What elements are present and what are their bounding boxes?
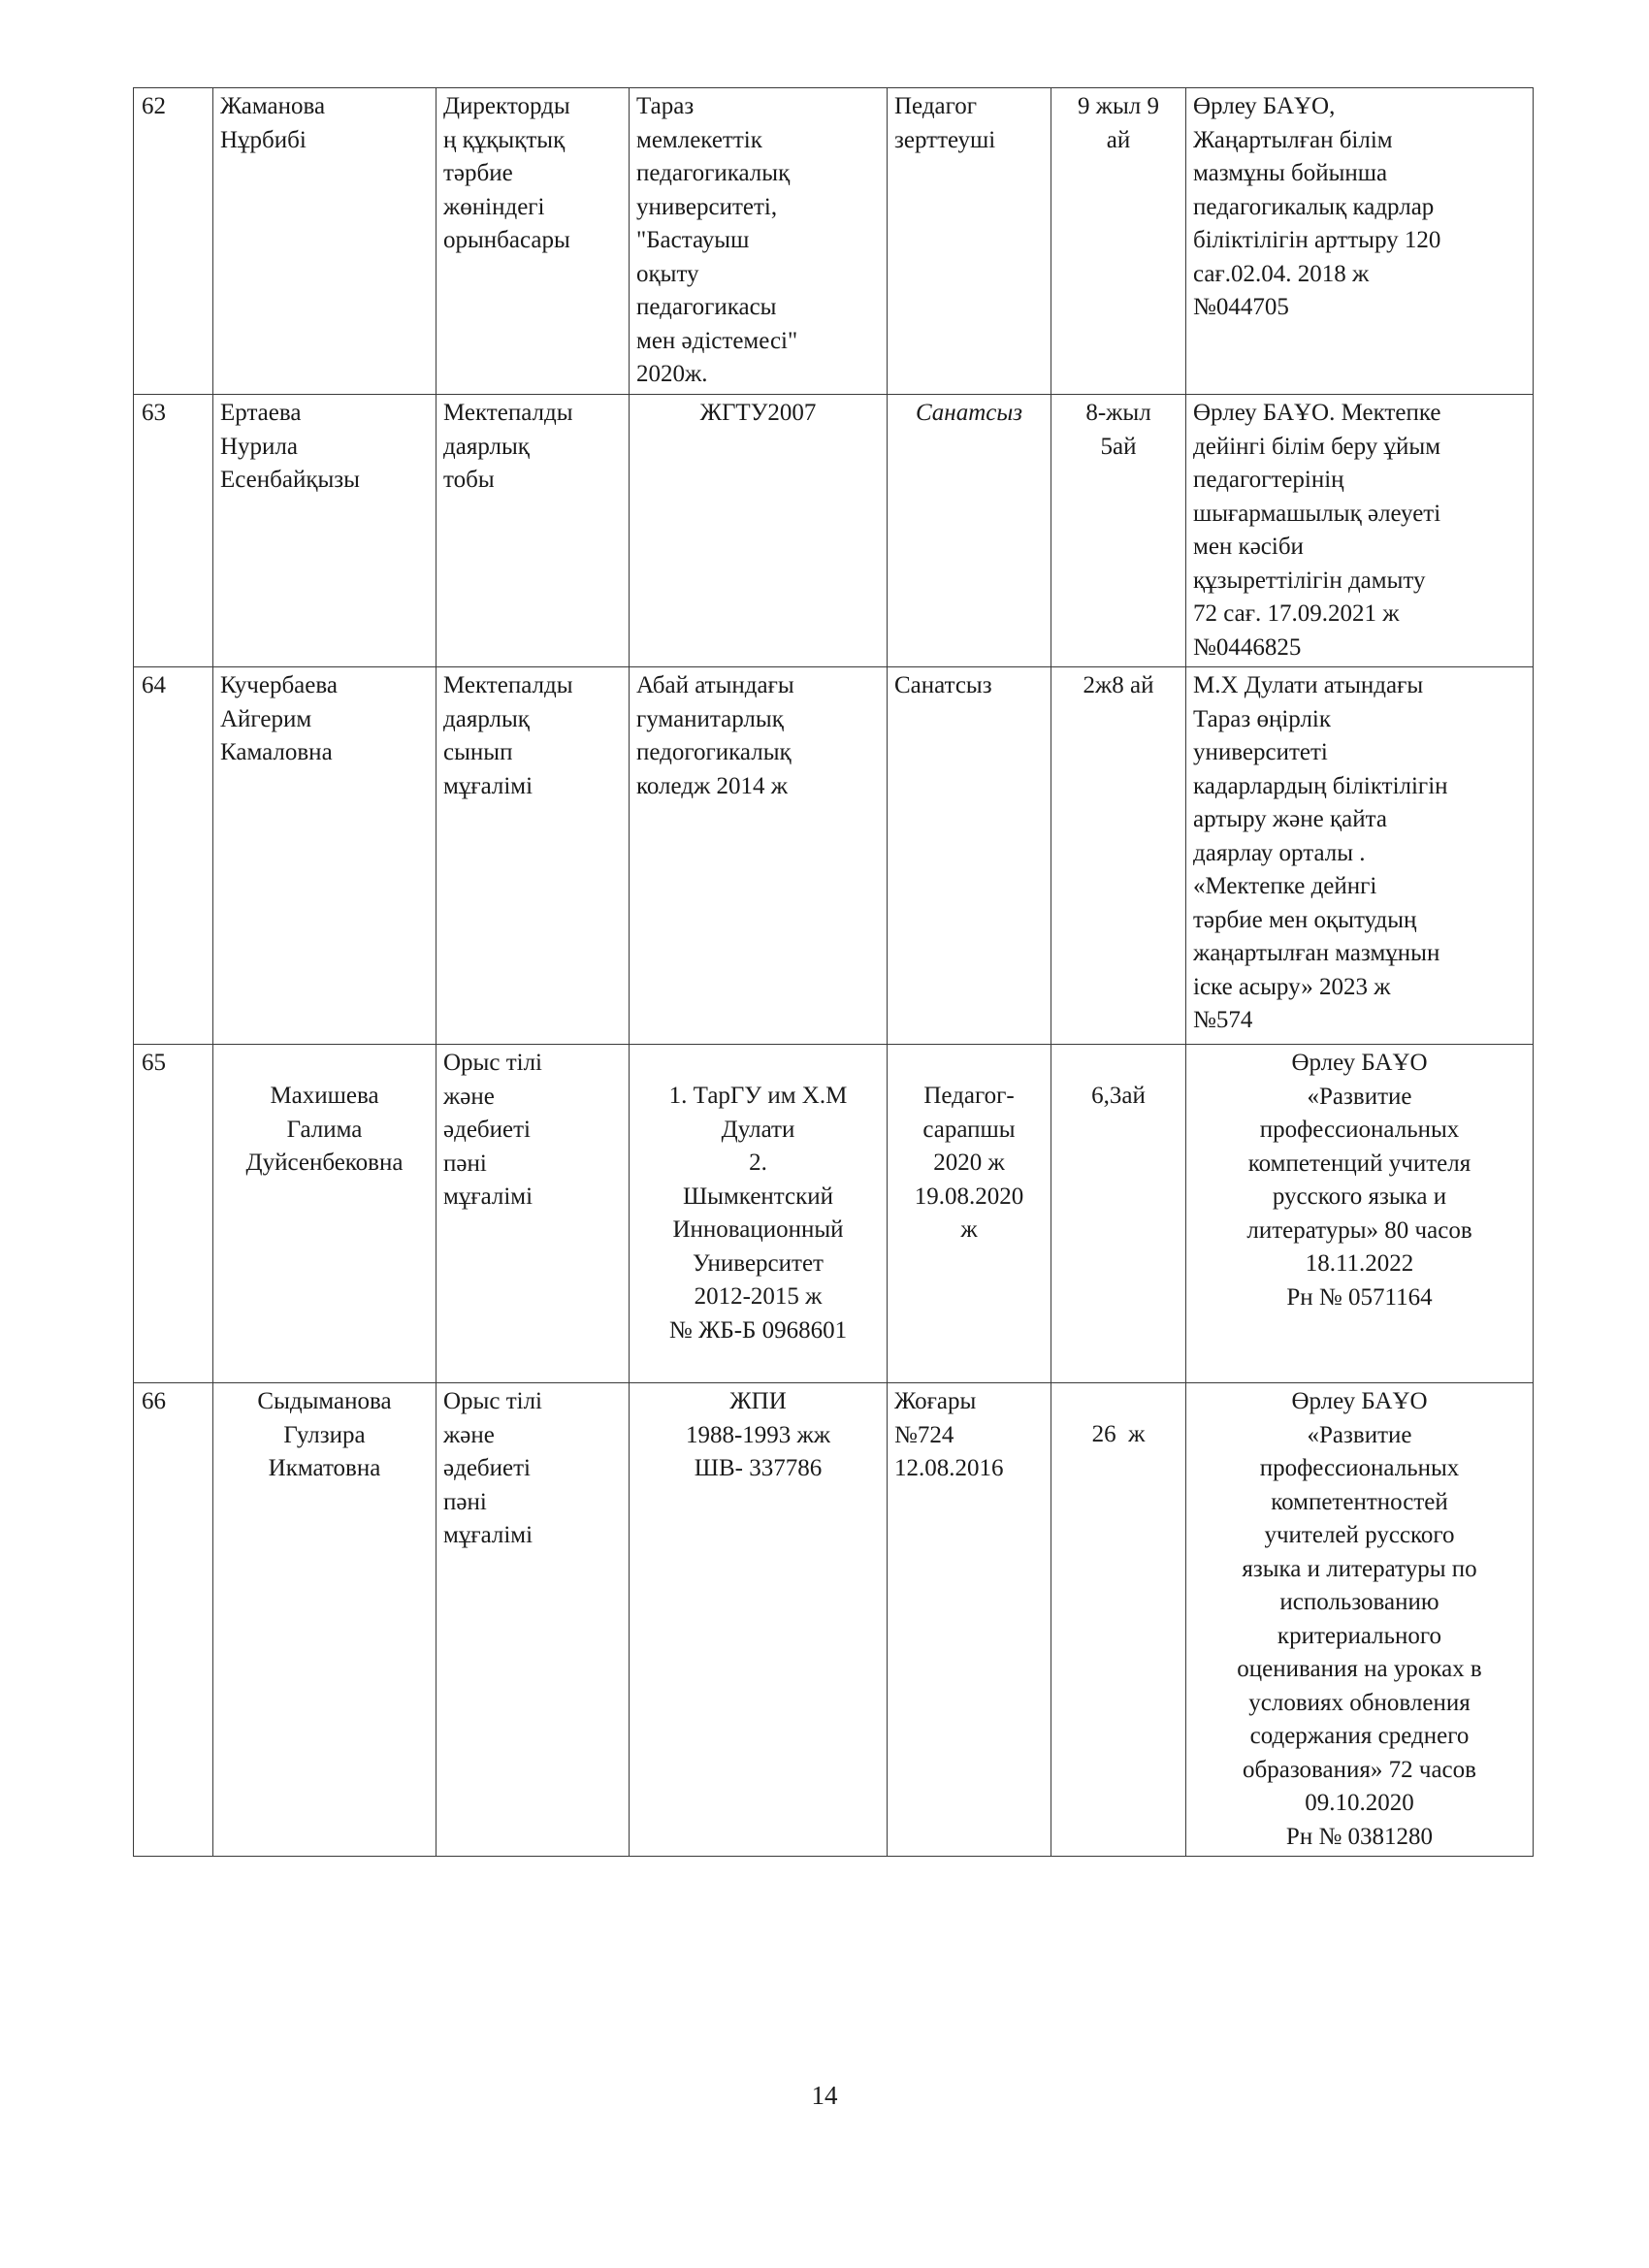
name-line: Икматовна [268, 1455, 381, 1481]
education-line: университеті, [636, 193, 778, 220]
category-line: Педагог [894, 93, 978, 119]
category-line: 2020 ж [933, 1150, 1005, 1176]
education-line: Абай атындағы [636, 672, 794, 698]
position-line: және [443, 1421, 495, 1448]
spacer [1058, 1047, 1179, 1080]
education-line: Тараз [636, 93, 695, 119]
education-line: № ЖБ-Б 0968601 [668, 1316, 848, 1344]
courses-cell [1186, 1383, 1534, 1857]
table-row [134, 88, 1534, 395]
name-line: Сыдыманова [257, 1388, 392, 1414]
name-line: Махишева [270, 1083, 379, 1109]
courses-line: №0446825 [1193, 633, 1302, 661]
courses-line: Рн № 0571164 [1286, 1283, 1433, 1311]
courses-line: кадарлардың біліктілігін [1193, 772, 1448, 799]
spacer [220, 1047, 429, 1080]
courses-line: дейінгі білім беру ұйым [1193, 433, 1441, 460]
courses-line: профессиональных [1259, 1117, 1460, 1143]
position-line: Мектепалды [443, 400, 573, 426]
staff-table [133, 87, 1534, 1857]
courses-line: оценивания на уроках в [1237, 1656, 1482, 1682]
row-number-cell [134, 1045, 213, 1383]
courses-line: «Развитие [1307, 1083, 1412, 1110]
courses-line: профессиональных [1259, 1455, 1460, 1481]
courses-line: Өрлеу БАҰО, [1193, 93, 1336, 119]
category-line: 12.08.2016 [894, 1455, 1004, 1481]
position-line: мұғалімі [443, 1183, 534, 1210]
category-cell [888, 1045, 1051, 1383]
row-number: 64 [142, 672, 166, 698]
courses-line: артыру және қайта [1193, 806, 1387, 832]
education-cell [630, 667, 888, 1045]
row-number-cell [134, 667, 213, 1045]
education-line: 1988-1993 жж [685, 1421, 831, 1448]
position-line: және [443, 1083, 495, 1110]
education-line: оқыту [636, 260, 699, 287]
education-line: гуманитарлық [636, 705, 784, 732]
courses-cell [1186, 395, 1534, 667]
courses-line: педагогикалық кадрлар [1193, 193, 1435, 220]
category-cell [888, 395, 1051, 667]
name-cell [213, 667, 436, 1045]
name-line: Кучербаева [220, 672, 338, 698]
name-cell [213, 1383, 436, 1857]
row-number: 63 [142, 400, 166, 426]
position-line: пәні [443, 1488, 487, 1515]
row-number-cell [134, 395, 213, 667]
category-line: Санатсыз [915, 400, 1023, 426]
courses-cell [1186, 88, 1534, 395]
category-cell [888, 88, 1051, 395]
position-line: сынып [443, 739, 513, 765]
experience-cell [1051, 88, 1186, 395]
experience-cell [1051, 1045, 1186, 1383]
courses-line: содержания среднего [1249, 1723, 1470, 1749]
education-line: педогогикалық [636, 739, 792, 765]
courses-line: Өрлеу БАҰО [1291, 1388, 1428, 1414]
category-line: Педагог- [923, 1083, 1015, 1109]
education-line: Шымкентский [682, 1183, 834, 1210]
experience-line: 2ж8 ай [1083, 672, 1154, 698]
education-cell [630, 395, 888, 667]
courses-line: мен кәсіби [1193, 534, 1304, 560]
experience-line: 8-жыл [1085, 400, 1151, 426]
courses-line: компетенций учителя [1247, 1150, 1471, 1177]
row-number: 66 [142, 1388, 166, 1414]
category-cell [888, 667, 1051, 1045]
courses-line: даярлау орталы . [1193, 839, 1366, 866]
name-line: Есенбайқызы [220, 467, 360, 493]
education-line: 1. ТарГУ им Х.М [668, 1083, 848, 1109]
position-line: Мектепалды [443, 672, 573, 698]
courses-line: литературы» 80 часов [1246, 1216, 1472, 1244]
courses-line: сағ.02.04. 2018 ж [1193, 260, 1370, 287]
position-line: мұғалімі [443, 1522, 534, 1548]
position-line: орынбасары [443, 227, 570, 253]
courses-line: «Развитие [1307, 1421, 1412, 1448]
page-number: 14 [811, 2081, 838, 2110]
position-line: Орыс тілі [443, 1388, 542, 1414]
education-line: Инновационный [672, 1216, 844, 1243]
education-line: Дулати [721, 1116, 795, 1143]
position-line: мұғалімі [443, 772, 534, 799]
education-line: Университет [693, 1249, 824, 1277]
position-cell [436, 88, 630, 395]
courses-line: критериального [1277, 1622, 1442, 1649]
position-line: тобы [443, 467, 495, 493]
name-line: Нурила [220, 433, 299, 460]
education-cell [630, 1383, 888, 1857]
courses-line: шығармашылық әлеуеті [1193, 500, 1441, 527]
position-line: Орыс тілі [443, 1050, 542, 1076]
courses-line: учителей русского [1264, 1522, 1455, 1548]
courses-line: жаңартылған мазмұнын [1193, 940, 1440, 966]
education-line: 2. [749, 1150, 767, 1176]
category-line: зерттеуші [894, 126, 996, 153]
courses-line: құзыреттілігін дамыту [1193, 567, 1426, 594]
spacer [1058, 1385, 1179, 1418]
education-cell [630, 88, 888, 395]
courses-line: мазмұны бойынша [1193, 160, 1388, 186]
courses-line: 09.10.2020 [1305, 1790, 1414, 1816]
courses-line: образования» 72 часов [1243, 1756, 1476, 1783]
education-line: мемлекеттік [636, 126, 762, 153]
category-line: Санатсыз [894, 672, 992, 698]
name-line: Айгерим [220, 705, 312, 732]
table-row [134, 395, 1534, 667]
experience-cell [1051, 395, 1186, 667]
courses-line: №574 [1193, 1007, 1253, 1033]
courses-line: педагогтерінің [1193, 467, 1344, 493]
spacer [636, 1047, 880, 1080]
name-cell [213, 88, 436, 395]
category-line: Жоғары [894, 1388, 977, 1414]
position-line: пәні [443, 1150, 487, 1177]
name-line: Нұрбибі [220, 126, 307, 153]
table-row [134, 1383, 1534, 1857]
education-line: ЖПИ [729, 1388, 787, 1414]
education-line: ШВ- 337786 [694, 1455, 823, 1481]
position-cell [436, 1383, 630, 1857]
name-line: Ертаева [220, 400, 302, 426]
courses-line: Рн № 0381280 [1285, 1823, 1434, 1850]
courses-line: компетентностей [1271, 1488, 1448, 1515]
name-line: Дуйсенбековна [245, 1150, 404, 1176]
row-number-cell [134, 88, 213, 395]
position-cell [436, 1045, 630, 1383]
experience-line: 6,3ай [1091, 1083, 1146, 1109]
category-line: сарапшы [922, 1116, 1016, 1143]
category-line: 19.08.2020 [914, 1183, 1024, 1210]
courses-line: Тараз өңірлік [1193, 705, 1332, 732]
courses-cell [1186, 667, 1534, 1045]
name-cell [213, 1045, 436, 1383]
category-line: №724 [894, 1421, 954, 1448]
courses-line: іске асыру» 2023 ж [1193, 973, 1391, 1000]
position-line: әдебиеті [443, 1117, 531, 1143]
courses-line: 18.11.2022 [1305, 1250, 1414, 1277]
courses-line: тәрбие мен оқытудың [1193, 906, 1417, 933]
courses-line: Өрлеу БАҰО [1291, 1050, 1428, 1076]
name-line: Галима [286, 1116, 363, 1143]
experience-line: 9 жыл 9 [1077, 93, 1160, 119]
experience-cell [1051, 667, 1186, 1045]
position-line: Директорды [443, 93, 570, 119]
education-line: педагогикасы [636, 294, 777, 320]
education-line: педагогикалық [636, 160, 791, 186]
name-line: Камаловна [220, 739, 333, 765]
position-line: даярлық [443, 433, 530, 460]
position-line: әдебиеті [443, 1455, 531, 1481]
experience-line: ай [1106, 126, 1131, 153]
position-cell [436, 667, 630, 1045]
courses-line: 72 сағ. 17.09.2021 ж [1193, 600, 1400, 627]
education-line: коледж 2014 ж [636, 772, 789, 799]
courses-line: «Мектепке дейнгі [1193, 873, 1377, 899]
experience-line: 5ай [1100, 433, 1137, 460]
experience-line: 26 ж [1091, 1421, 1146, 1447]
row-number: 65 [142, 1050, 166, 1076]
table-row [134, 667, 1534, 1045]
category-cell [888, 1383, 1051, 1857]
education-cell [630, 1045, 888, 1383]
courses-line: русского языка и [1272, 1183, 1447, 1210]
education-line: "Бастауыш [636, 227, 750, 253]
courses-line: университеті [1193, 739, 1328, 765]
name-cell [213, 395, 436, 667]
row-number-cell [134, 1383, 213, 1857]
courses-line: языка и литературы по [1242, 1555, 1477, 1582]
courses-line: Өрлеу БАҰО. Мектепке [1193, 400, 1441, 426]
name-line: Жаманова [220, 93, 326, 119]
position-cell [436, 395, 630, 667]
position-line: даярлық [443, 705, 530, 732]
courses-line: М.Х Дулати атындағы [1193, 672, 1424, 698]
courses-line: Жаңартылған білім [1193, 126, 1393, 153]
courses-line: №044705 [1193, 294, 1289, 320]
courses-line: использованию [1279, 1589, 1439, 1615]
category-line: ж [960, 1216, 978, 1243]
position-line: жөніндегі [443, 193, 545, 220]
name-line: Гулзира [283, 1421, 366, 1448]
position-line: ң құқықтық [443, 126, 566, 153]
table-row [134, 1045, 1534, 1383]
courses-line: условиях обновления [1248, 1689, 1471, 1716]
experience-cell [1051, 1383, 1186, 1857]
education-line: мен әдістемесі" [636, 327, 798, 354]
courses-line: біліктілігін арттыру 120 [1193, 227, 1441, 253]
position-line: тәрбие [443, 160, 513, 186]
courses-cell [1186, 1045, 1534, 1383]
education-line: 2020ж. [636, 361, 708, 387]
spacer [894, 1047, 1044, 1080]
row-number: 62 [142, 93, 166, 119]
education-line: 2012-2015 ж [694, 1283, 823, 1310]
education-line: ЖГТУ2007 [699, 400, 817, 426]
